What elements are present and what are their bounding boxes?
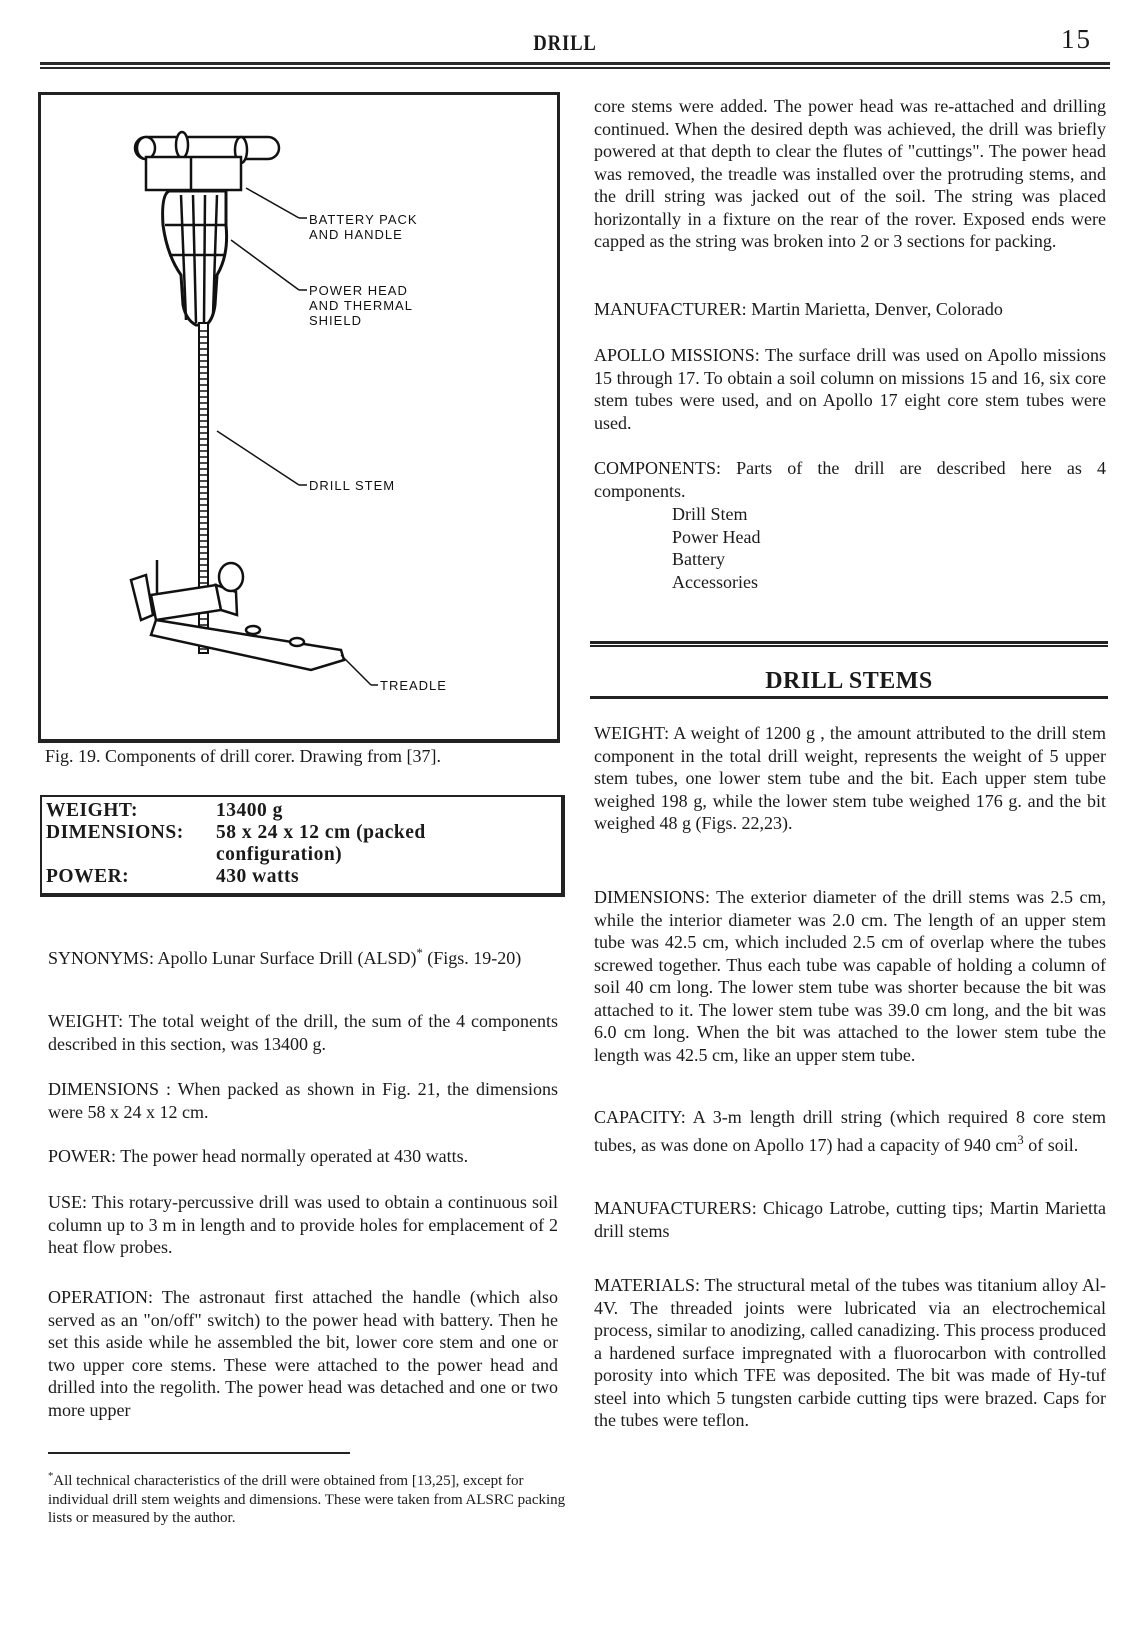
spec-power-label: POWER: <box>46 866 130 887</box>
operation-paragraph: OPERATION: The astronaut first attached the handle (which also served as an "on/off" switch) to the power head with battery. Then he set this aside while he assembled the bit, lower core stem and one or two upper core stems. These were attached to the power head and drilled into the regolith. The power head was detached and one or two more upper <box>48 1287 558 1420</box>
label-battery-pack: BATTERY PACK AND HANDLE <box>309 212 418 242</box>
figure-19-frame <box>38 92 560 743</box>
drill-corer-illustration <box>41 95 557 740</box>
use-paragraph: USE: This rotary-percussive drill was used to obtain a continuous soil column up to 3 m in length and to provide holes for emplacement of 2 heat flow probes. <box>48 1192 558 1257</box>
components-list <box>672 503 760 593</box>
label-drill-stem: DRILL STEM <box>309 478 396 493</box>
synonyms-paragraph: SYNONYMS: Apollo Lunar Surface Drill (ALSD)* (Figs. 19-20) <box>48 946 522 968</box>
component-item: Drill Stem <box>672 504 748 524</box>
manufacturer-paragraph: MANUFACTURER: Martin Marietta, Denver, Colorado <box>594 299 1003 319</box>
figure-caption: Fig. 19. Components of drill corer. Drawing from [37]. <box>45 746 441 766</box>
apollo-missions-paragraph: APOLLO MISSIONS: The surface drill was used on Apollo missions 15 through 17. To obtain a soil column on missions 15 and 16, six core stem tubes were used, and on Apollo 17 eight core stem tubes were used. <box>594 345 1106 433</box>
component-item: Accessories <box>672 571 758 592</box>
label-power-head: POWER HEAD AND THERMAL SHIELD <box>309 283 413 328</box>
operation-continued-paragraph: core stems were added. The power head was re-attached and drilling continued. When the desired depth was achieved, the drill was briefly powered at that depth to clear the flutes of "cuttings". The power head was removed, the treadle was installed over the protruding stems, and the drill string was jacked out of the soil. The string was placed horizontally in a fixture on the rear of the rover. Exposed ends were capped as the string was broken into 2 or 3 sections for packing. <box>594 96 1106 251</box>
spec-weight-label: WEIGHT: <box>46 800 138 821</box>
spec-summary-box <box>40 795 565 897</box>
footnote-marker: * <box>416 946 423 960</box>
component-item: Power Head <box>672 526 761 547</box>
power-paragraph: POWER: The power head normally operated at 430 watts. <box>48 1146 469 1166</box>
dimensions-paragraph: DIMENSIONS : When packed as shown in Fig. 21, the dimensions were 58 x 24 x 12 cm. <box>48 1079 558 1122</box>
header-double-rule <box>40 62 1110 69</box>
stem-materials-paragraph: MATERIALS: The structural metal of the tubes was titanium alloy Al-4V. The threaded joints were lubricated via an electrochemical process, similar to anodizing, called canadizing. This process produced a hardened surface impregnated with a fluorocarbon with controlled porosity into which TFE was deposited. The bit was made of Hy-tuf steel into which 5 tungsten carbide cutting tips were brazed. Caps for the tubes were teflon. <box>594 1275 1107 1430</box>
spec-dimensions-value-cont: configuration) <box>216 844 343 865</box>
label-treadle: TREADLE <box>380 678 447 693</box>
section-title-underline <box>590 696 1108 699</box>
components-paragraph: COMPONENTS: Parts of the drill are described here as 4 components. <box>594 458 1107 501</box>
stem-manufacturers-paragraph: MANUFACTURERS: Chicago Latrobe, cutting tips; Martin Marietta drill stems <box>594 1198 1106 1241</box>
spec-dimensions-label: DIMENSIONS: <box>46 822 184 843</box>
spec-power-value: 430 watts <box>216 866 300 887</box>
stem-dimensions-paragraph: DIMENSIONS: The exterior diameter of the drill stems was 2.5 cm, while the interior diameter was 2.0 cm. The length of an upper stem tube was 42.5 cm, which included 2.5 cm of overlap where the tubes screwed together. Thus each tube was capable of holding a column of soil 40 cm long. The lower stem tube was shorter because the bit was attached to it. The lower stem tube was 39.0 cm long, and the bit was 6.0 cm long. When the bit was attached to the lower stem tube the length was 42.5 cm, like an upper stem tube. <box>594 887 1106 1065</box>
page-number: 15 <box>1061 24 1092 54</box>
weight-paragraph: WEIGHT: The total weight of the drill, the sum of the 4 components described in this section, was 13400 g. <box>48 1011 558 1054</box>
footnote: *All technical characteristics of the drill were obtained from [13,25], except for individual drill stem weights and dimensions. These were taken from ALSRC packing lists or measured by the author. <box>48 1471 566 1526</box>
footnote-rule <box>48 1452 350 1454</box>
spec-dimensions-value: 58 x 24 x 12 cm (packed <box>216 822 426 843</box>
spec-weight-value: 13400 g <box>216 800 283 821</box>
page-header-title: DRILL <box>533 30 597 55</box>
stem-weight-paragraph: WEIGHT: A weight of 1200 g , the amount attributed to the drill stem component in the total drill weight, represents the weight of 5 upper stem tubes, one lower stem tube and the bit. Each upper stem tube weighed 198 g, while the lower stem tube weighed 176 g. and the bit weighed 48 g (Figs. 22,23). <box>594 723 1106 833</box>
component-item: Battery <box>672 549 725 569</box>
section-double-rule <box>590 641 1108 647</box>
stem-capacity-paragraph: CAPACITY: A 3-m length drill string (which required 8 core stem tubes, as was done on Apollo 17) had a capacity of 940 $cm^3$ of soil. <box>594 1107 1106 1155</box>
section-title-drill-stems: DRILL STEMS <box>765 668 933 694</box>
